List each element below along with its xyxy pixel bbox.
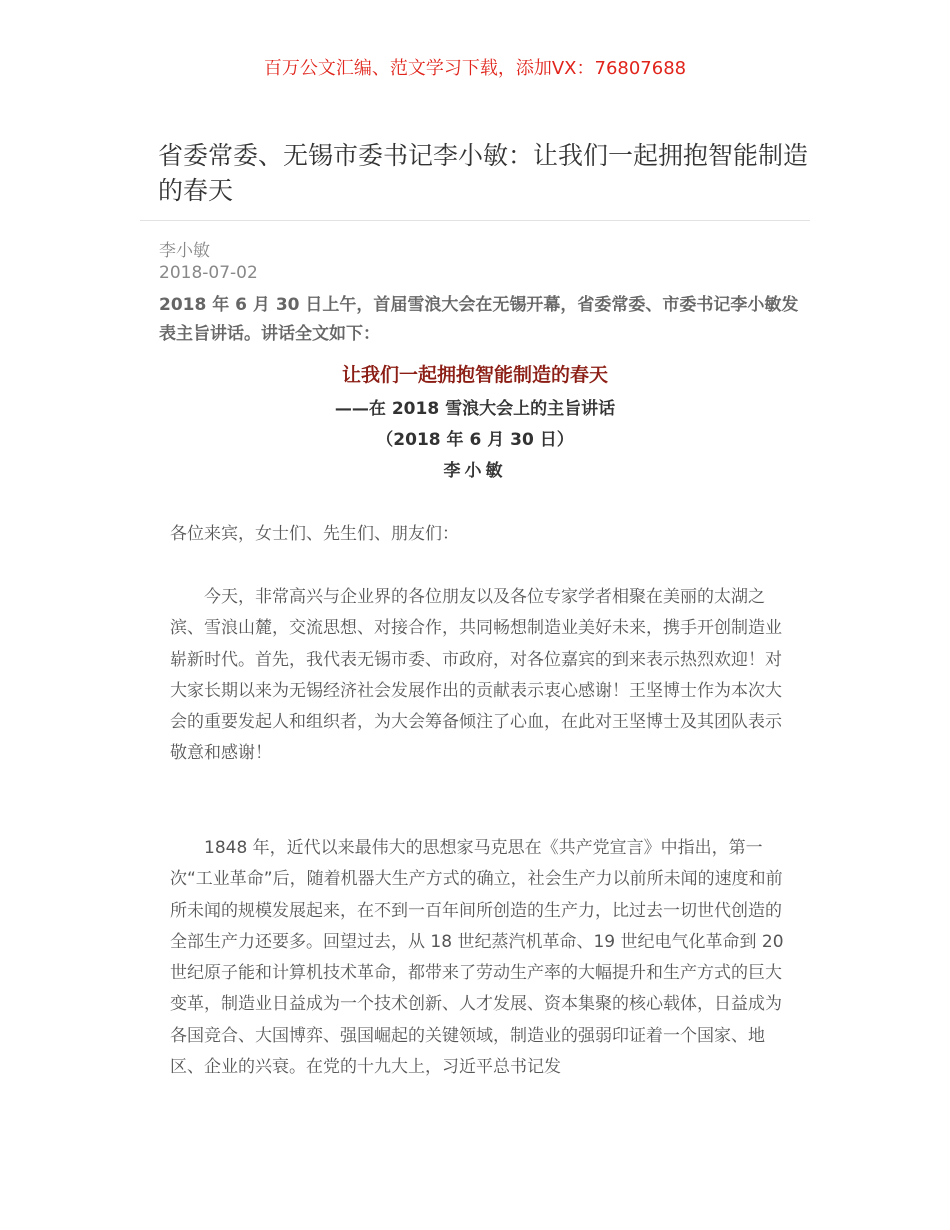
body-paragraph: 1848 年，近代以来最伟大的思想家马克思在《共产党宣言》中指出，第一次“工业革命”后，随着机器大生产方式的确立，社会生产力以前所未闻的速度和前所未闻的规模发展起来，在不到一百年间所创造的生产力，比过去一切世代创造的全部生产力还要多。回望过去，从 18 世纪蒸汽机革命、19 世纪电气化革命到 20 世纪原子能和计算机技术革命，都带来了劳动生产率的大幅提升和生产方式的巨大变革，制造业日益成为一个技术创新、人才发展、资本集聚的核心载体，日益成为各国竞合、大国博弈、强国崛起的关键领域，制造业的强弱印证着一个国家、地区、企业的兴衰。在党的十九大上，习近平总书记发 [170,838,784,1078]
speech-date: （2018 年 6 月 30 日） [376,430,574,450]
speaker-name: 李小敏 [443,461,507,481]
speech-title: 让我们一起拥抱智能制造的春天 [341,364,608,386]
watermark-banner: 百万公文汇编、范文学习下载，添加VX：76807688 [263,58,687,79]
speech-subtitle: ——在 2018 雪浪大会上的主旨讲话 [334,399,616,419]
article-date: 2018-07-02 [159,263,258,283]
body-paragraph: 今天，非常高兴与企业界的各位朋友以及各位专家学者相聚在美丽的太湖之滨、雪浪山麓，交流思想、对接合作，共同畅想制造业美好未来，携手开创制造业崭新时代。首先，我代表无锡市委、市政府，对各位嘉宾的到来表示热烈欢迎！对大家长期以来为无锡经济社会发展作出的贡献表示衷心感谢！王坚博士作为本次大会的重要发起人和组织者，为大会筹备倾注了心血，在此对王坚博士及其团队表示敬意和感谢！ [170,587,782,764]
article-lead: 2018 年 6 月 30 日上午，首届雪浪大会在无锡开幕，省委常委、市委书记李小敏发表主旨讲话。讲话全文如下： [159,295,799,344]
title-divider [140,220,810,221]
article-title: 省委常委、无锡市委书记李小敏：让我们一起拥抱智能制造的春天 [158,141,809,205]
article-author: 李小敏 [159,241,210,261]
salutation: 各位来宾，女士们、先生们、朋友们： [170,524,459,544]
